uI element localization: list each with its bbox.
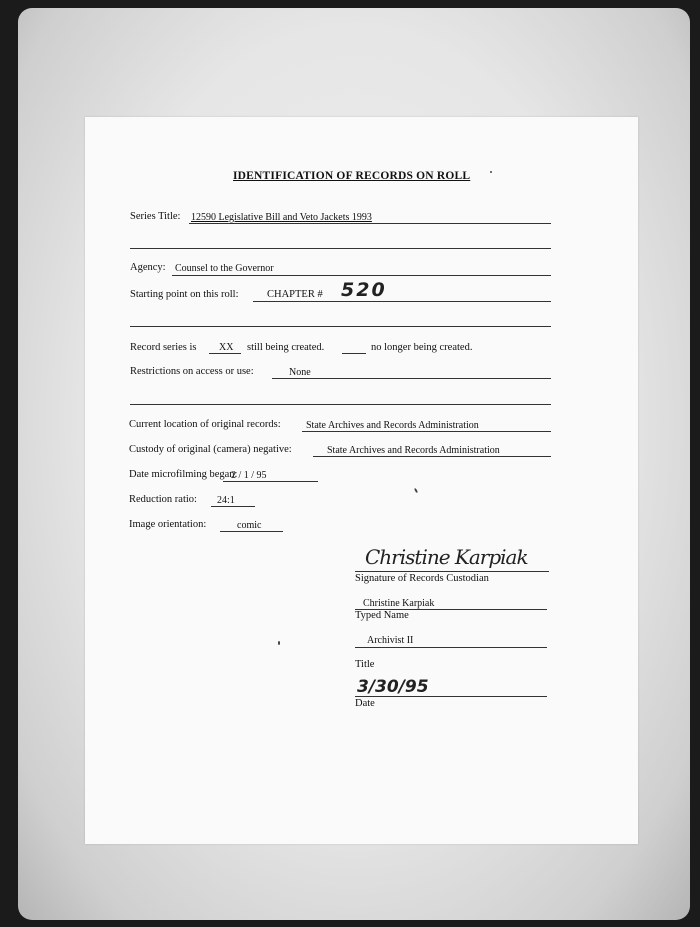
restrictions-label: Restrictions on access or use: bbox=[130, 366, 254, 377]
typed-name-value: Christine Karpiak bbox=[363, 598, 435, 609]
signature-label: Signature of Records Custodian bbox=[355, 573, 489, 584]
series-title-line bbox=[189, 223, 551, 224]
signed-date-handwritten: 3/30/95 bbox=[357, 677, 429, 697]
still-created-label: still being created. bbox=[247, 342, 325, 353]
starting-point-handwritten: 520 bbox=[341, 279, 387, 301]
agency-value: Counsel to the Governor bbox=[175, 263, 274, 274]
current-location-line bbox=[302, 431, 551, 432]
reduction-label: Reduction ratio: bbox=[129, 494, 197, 505]
date-began-line bbox=[223, 481, 318, 482]
form-title: IDENTIFICATION OF RECORDS ON ROLL bbox=[233, 170, 471, 182]
no-longer-blank bbox=[342, 353, 366, 354]
custodian-signature: Christine Karpiak bbox=[365, 545, 528, 569]
custody-label: Custody of original (camera) negative: bbox=[129, 444, 292, 455]
date-began-value: 2 / 1 / 95 bbox=[231, 470, 267, 481]
title-value: Archivist II bbox=[367, 635, 414, 646]
series-title-line-2 bbox=[130, 248, 551, 249]
starting-point-value: CHAPTER # bbox=[267, 289, 323, 300]
reduction-line bbox=[211, 506, 255, 507]
record-series-mark-line bbox=[209, 353, 241, 354]
custody-value: State Archives and Records Administration bbox=[327, 445, 500, 456]
current-location-value: State Archives and Records Administration bbox=[306, 420, 479, 431]
film-speck bbox=[278, 641, 280, 645]
series-title-label: Series Title: bbox=[130, 211, 181, 222]
agency-line bbox=[172, 275, 551, 276]
date-label: Date bbox=[355, 698, 375, 709]
date-line bbox=[355, 696, 547, 697]
film-speck bbox=[490, 171, 492, 173]
record-series-mark: XX bbox=[219, 342, 234, 353]
reduction-value: 24:1 bbox=[217, 495, 235, 506]
starting-point-line bbox=[253, 301, 551, 302]
title-label: Title bbox=[355, 659, 375, 670]
no-longer-label: no longer being created. bbox=[371, 342, 473, 353]
film-speck bbox=[414, 488, 418, 493]
custody-line bbox=[313, 456, 551, 457]
agency-label: Agency: bbox=[130, 262, 166, 273]
series-title-value: 12590 Legislative Bill and Veto Jackets 1993 bbox=[191, 212, 372, 223]
orientation-value: comic bbox=[237, 520, 262, 531]
record-series-label: Record series is bbox=[130, 342, 197, 353]
signature-line bbox=[355, 571, 549, 572]
title-line bbox=[355, 647, 547, 648]
starting-point-line-2 bbox=[130, 326, 551, 327]
orientation-line bbox=[220, 531, 283, 532]
restrictions-line bbox=[272, 378, 551, 379]
orientation-label: Image orientation: bbox=[129, 519, 207, 530]
records-form bbox=[85, 117, 638, 844]
typed-name-label: Typed Name bbox=[355, 610, 409, 621]
starting-point-label: Starting point on this roll: bbox=[130, 289, 239, 300]
current-location-label: Current location of original records: bbox=[129, 419, 281, 430]
date-began-label: Date microfilming began: bbox=[129, 469, 238, 480]
restrictions-value: None bbox=[289, 367, 311, 378]
restrictions-line-2 bbox=[130, 404, 551, 405]
